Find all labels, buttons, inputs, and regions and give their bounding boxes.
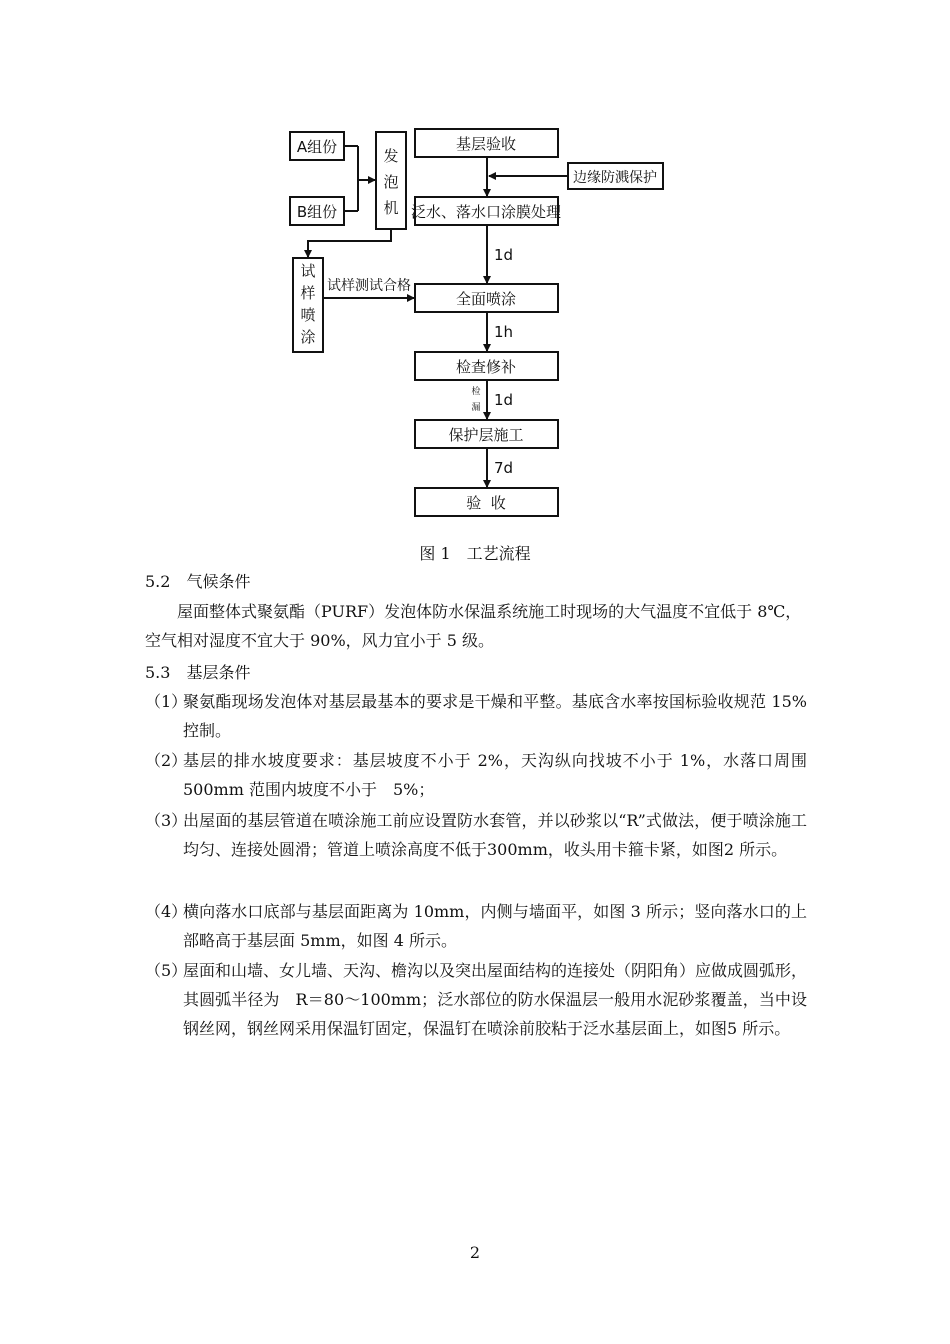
sample-spray-char: 试	[300, 262, 316, 280]
list-item	[145, 687, 807, 745]
duration-label: 1d	[494, 246, 514, 264]
arrow-to-sample-spray	[308, 229, 391, 257]
sample-spray-char: 样	[300, 284, 316, 302]
component-a-label: A组份	[296, 138, 338, 156]
list-item-number: （5）	[145, 961, 188, 980]
section-heading-5-2: 5.2 气候条件	[145, 572, 251, 591]
step-label: 保护层施工	[448, 426, 524, 444]
list-item-number: （1）	[145, 692, 188, 711]
section-5-2-paragraph: 屋面整体式聚氨酯（PURF）发泡体防水保温系统施工时现场的大气温度不宜低于 8℃，空气相对湿度不宜大于 90%，风力宜小于 5 级。	[145, 602, 802, 650]
step-label: 全面喷涂	[455, 290, 517, 308]
edge-protection-label: 边缘防溅保护	[573, 170, 657, 186]
sample-spray-char: 涂	[300, 328, 316, 346]
step-label: 基层验收	[455, 135, 517, 153]
foam-machine-char: 发	[383, 147, 399, 165]
list-item-number: （3）	[145, 811, 188, 830]
step-label: 泛水、落水口涂膜处理	[410, 203, 562, 221]
step-label: 验 收	[466, 494, 506, 512]
figure-caption: 图 1 工艺流程	[419, 544, 531, 563]
sample-spray-char: 喷	[300, 306, 316, 324]
foam-machine-char: 机	[383, 199, 399, 217]
list-item	[145, 956, 807, 1043]
list-item-text: 聚氨酯现场发泡体对基层最基本的要求是干燥和平整。基底含水率按国标验收规范 15%控制。	[183, 692, 807, 740]
list-item	[145, 897, 807, 955]
leak-test-char: 漏	[471, 403, 481, 413]
list-item-text: 屋面和山墙、女儿墙、天沟、檐沟以及突出屋面结构的连接处（阴阳角）应做成圆弧形，其圆弧半径为 R＝80～100mm；泛水部位的防水保温层一般用水泥砂浆覆盖，当中设钢丝网，钢丝网采用保温钉固定，保温钉在喷涂前胶粘于泛水基层面上，如图5 所示。	[183, 961, 808, 1038]
component-b-label: B组份	[296, 203, 338, 221]
list-item-number: （2）	[145, 751, 188, 770]
list-item-text: 横向落水口底部与基层面距离为 10mm，内侧与墙面平，如图 3 所示；竖向落水口的上部略高于基层面 5mm，如图 4 所示。	[183, 902, 807, 950]
list-item-text: 出屋面的基层管道在喷涂施工前应设置防水套管，并以砂浆以“R”式做法，便于喷涂施工均匀、连接处圆滑；管道上喷涂高度不低于300mm，收头用卡箍卡紧，如图2 所示。	[183, 811, 807, 859]
sample-test-pass-label: 试样测试合格	[327, 278, 411, 294]
section-heading-5-3: 5.3 基层条件	[145, 663, 251, 682]
list-item-text: 基层的排水坡度要求：基层坡度不小于 2%，天沟纵向找坡不小于 1%，水落口周围 500mm 范围内坡度不小于 5%；	[183, 751, 807, 799]
page-number: 2	[469, 1243, 481, 1262]
duration-label: 1d	[494, 391, 514, 409]
duration-label: 7d	[494, 459, 514, 477]
foam-machine-char: 泡	[383, 173, 399, 191]
list-item-number: （4）	[145, 902, 188, 921]
leak-test-char: 检	[471, 387, 481, 397]
list-item	[145, 806, 807, 864]
process-flowchart	[0, 0, 950, 540]
list-item	[145, 746, 807, 804]
duration-label: 1h	[494, 323, 514, 341]
step-label: 检查修补	[455, 358, 517, 376]
